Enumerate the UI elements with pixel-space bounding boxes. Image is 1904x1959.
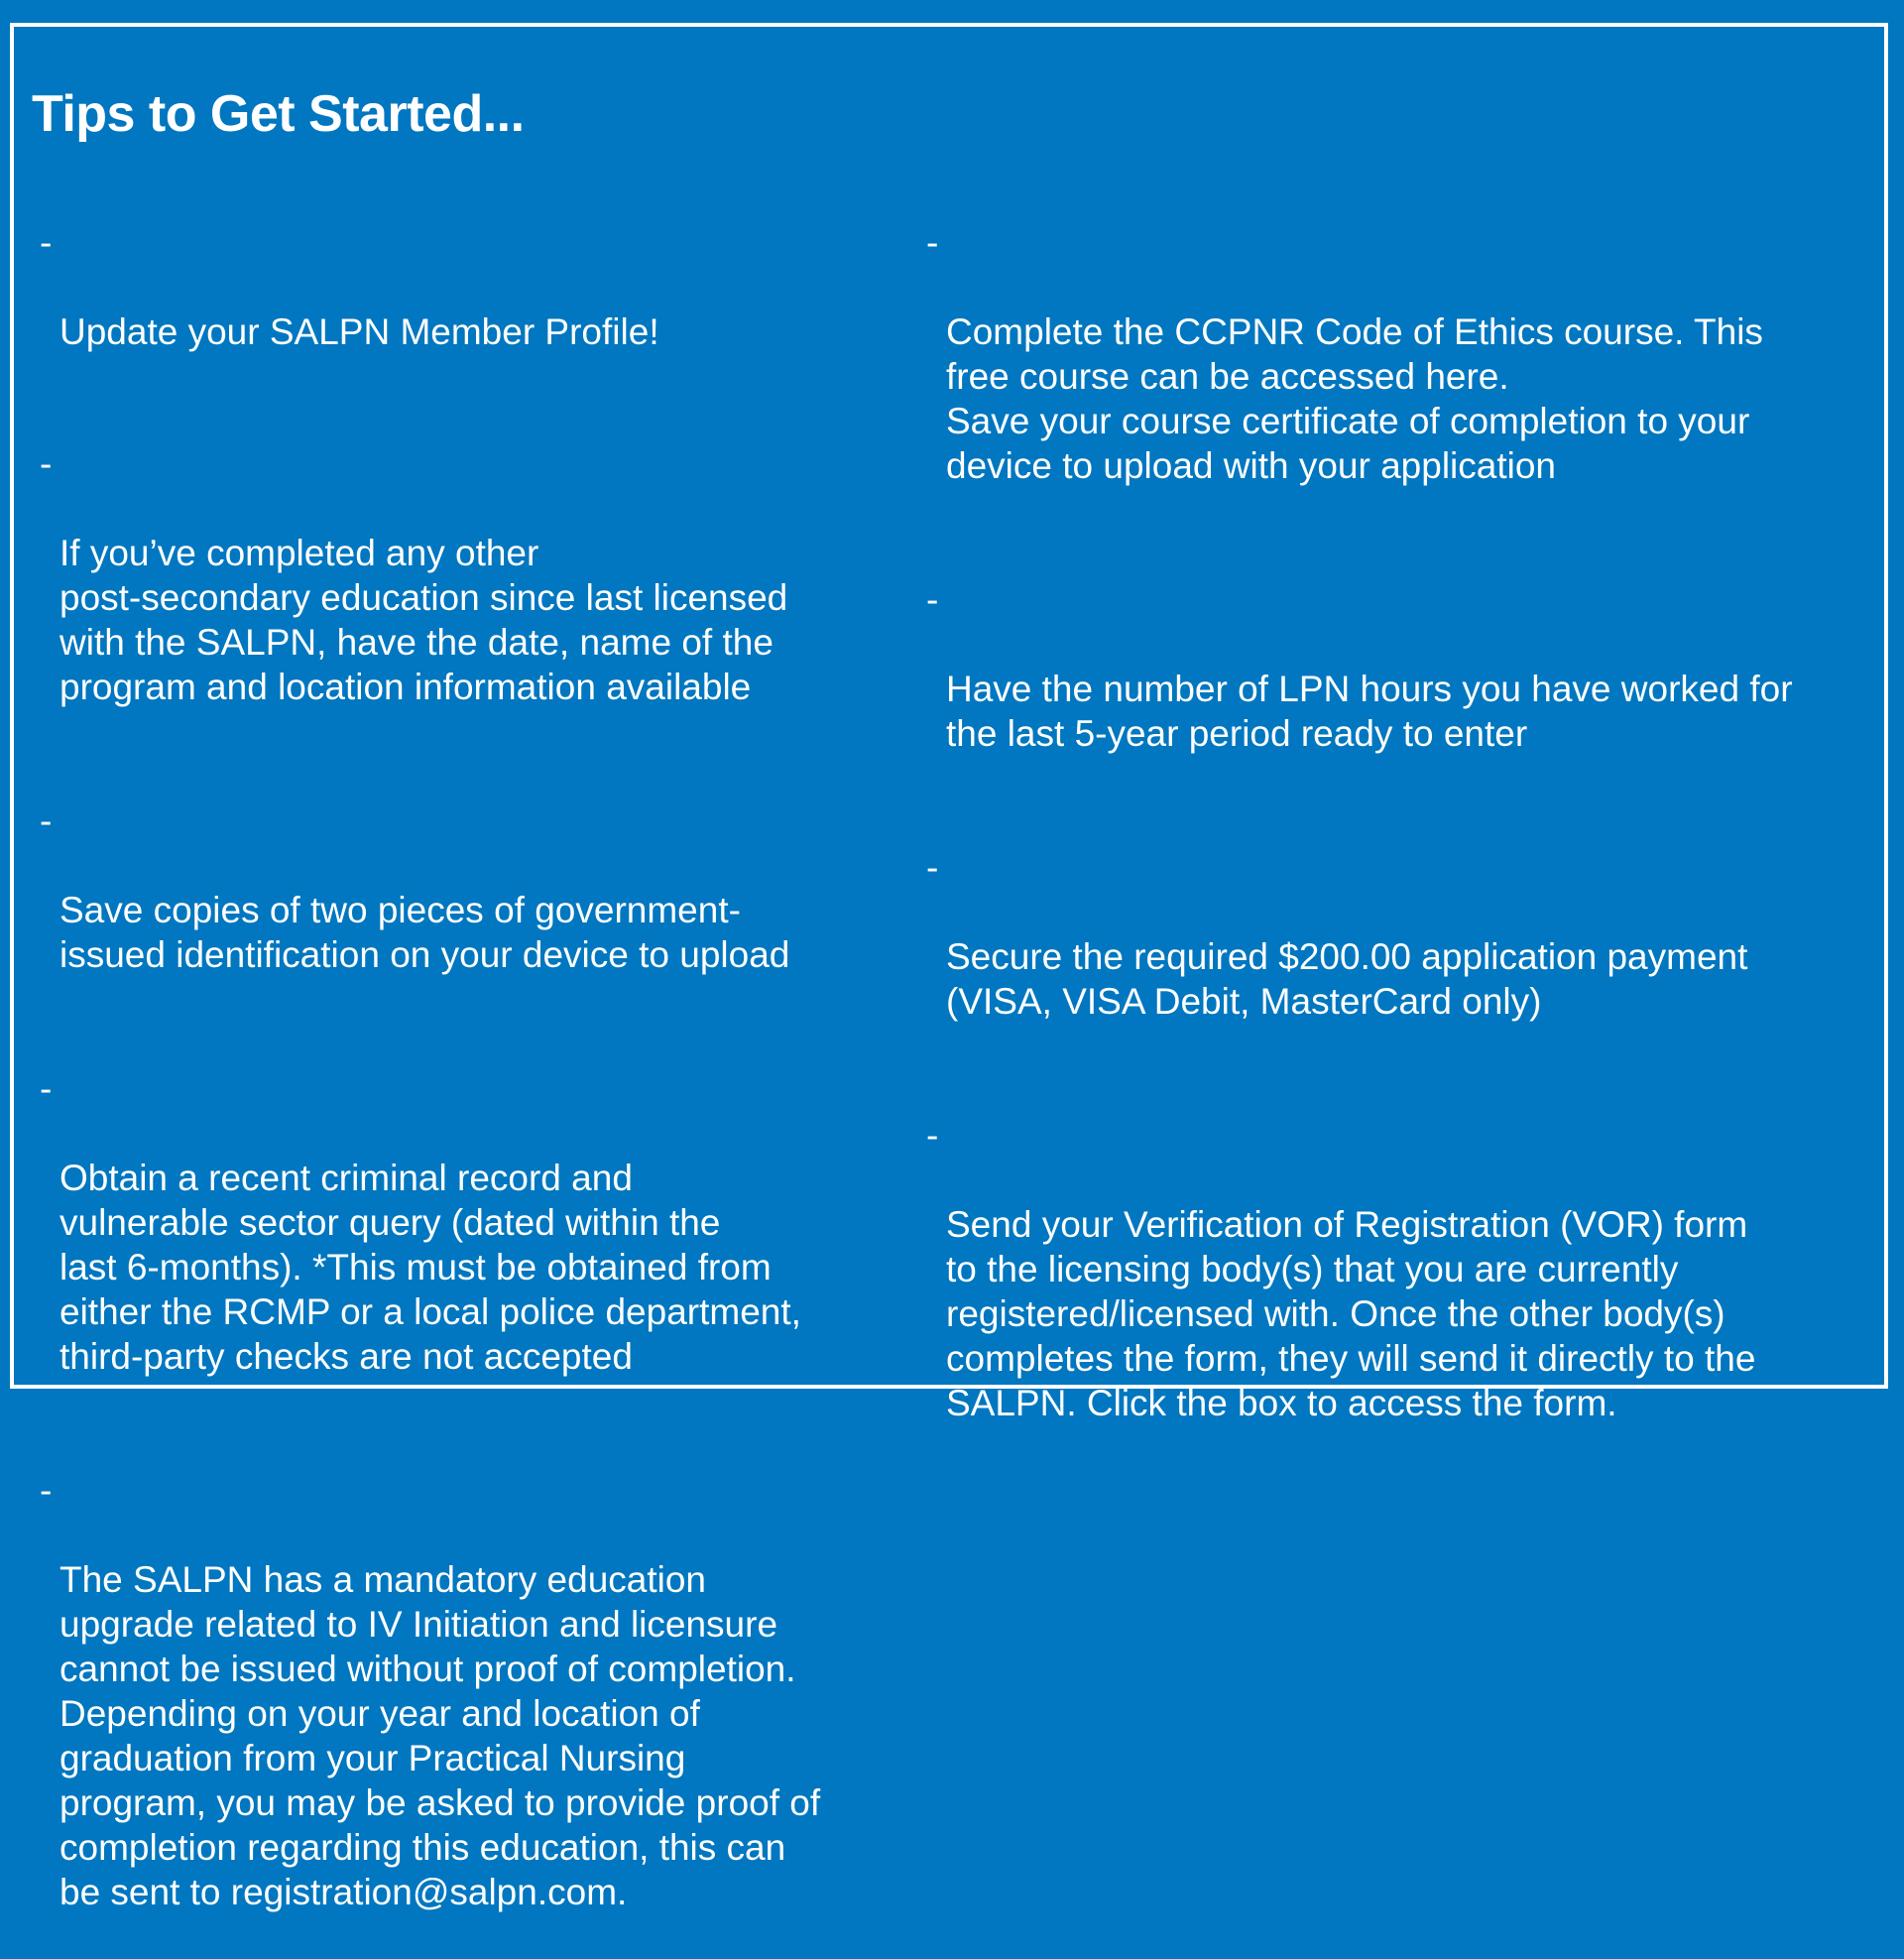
bullet-dash: - <box>40 1470 53 1511</box>
tip-text: The SALPN has a mandatory education upgrade related to IV Initiation and licensure cannot be issued without proof of completion. Depending on your year and location of graduation from your Practical Nursing program, you may be asked to provide proof of completion regarding this education, this can be sent to registration@salpn.com. <box>60 1559 821 1912</box>
bullet-dash: - <box>40 222 53 263</box>
tip-text: Complete the CCPNR Code of Ethics course. This free course can be accessed here. Save your course certificate of completion to your device to upload with your application <box>946 311 1763 486</box>
tip-text: Secure the required $200.00 application payment (VISA, VISA Debit, MasterCard only) <box>946 936 1748 1022</box>
bullet-dash: - <box>40 1068 53 1109</box>
tip-update-profile <box>40 220 912 399</box>
tip-application-payment <box>926 845 1868 1068</box>
left-tips-list <box>40 220 912 1959</box>
tip-post-secondary-education <box>40 441 912 754</box>
tip-text: If you’ve completed any other post-secondary education since last licensed with the SALPN, have the date, name of the program and location information available <box>60 533 788 707</box>
bullet-dash: - <box>926 579 939 620</box>
tip-text: Save copies of two pieces of government- issued identification on your device to upload <box>60 890 790 975</box>
tip-criminal-record-check <box>40 1066 912 1423</box>
right-tips-list <box>926 220 1868 1470</box>
tip-verification-of-registration[interactable] <box>926 1113 1868 1470</box>
tip-text: Have the number of LPN hours you have worked for the last 5-year period ready to enter <box>946 669 1793 754</box>
tip-text: Obtain a recent criminal record and vulnerable sector query (dated within the last 6-months). *This must be obtained from either the RCMP or a local police department, third-party checks are not accepted <box>60 1158 801 1377</box>
bullet-dash: - <box>40 443 53 484</box>
bullet-dash: - <box>926 1115 939 1156</box>
tip-government-identification <box>40 798 912 1022</box>
tip-code-of-ethics-course[interactable] <box>926 220 1868 533</box>
page-title: Tips to Get Started... <box>32 85 525 143</box>
bullet-dash: - <box>926 847 939 888</box>
bullet-dash: - <box>926 222 939 263</box>
tip-text: Send your Verification of Registration (VOR) form to the licensing body(s) that you are currently registered/licensed with. Once the other body(s) completes the form, they will send it directly to the SALPN. Click the box to access the form. <box>946 1204 1756 1423</box>
bullet-dash: - <box>40 800 53 841</box>
tip-text: Update your SALPN Member Profile! <box>60 311 659 352</box>
tip-iv-initiation-education <box>40 1468 912 1959</box>
tip-lpn-hours <box>926 577 1868 800</box>
